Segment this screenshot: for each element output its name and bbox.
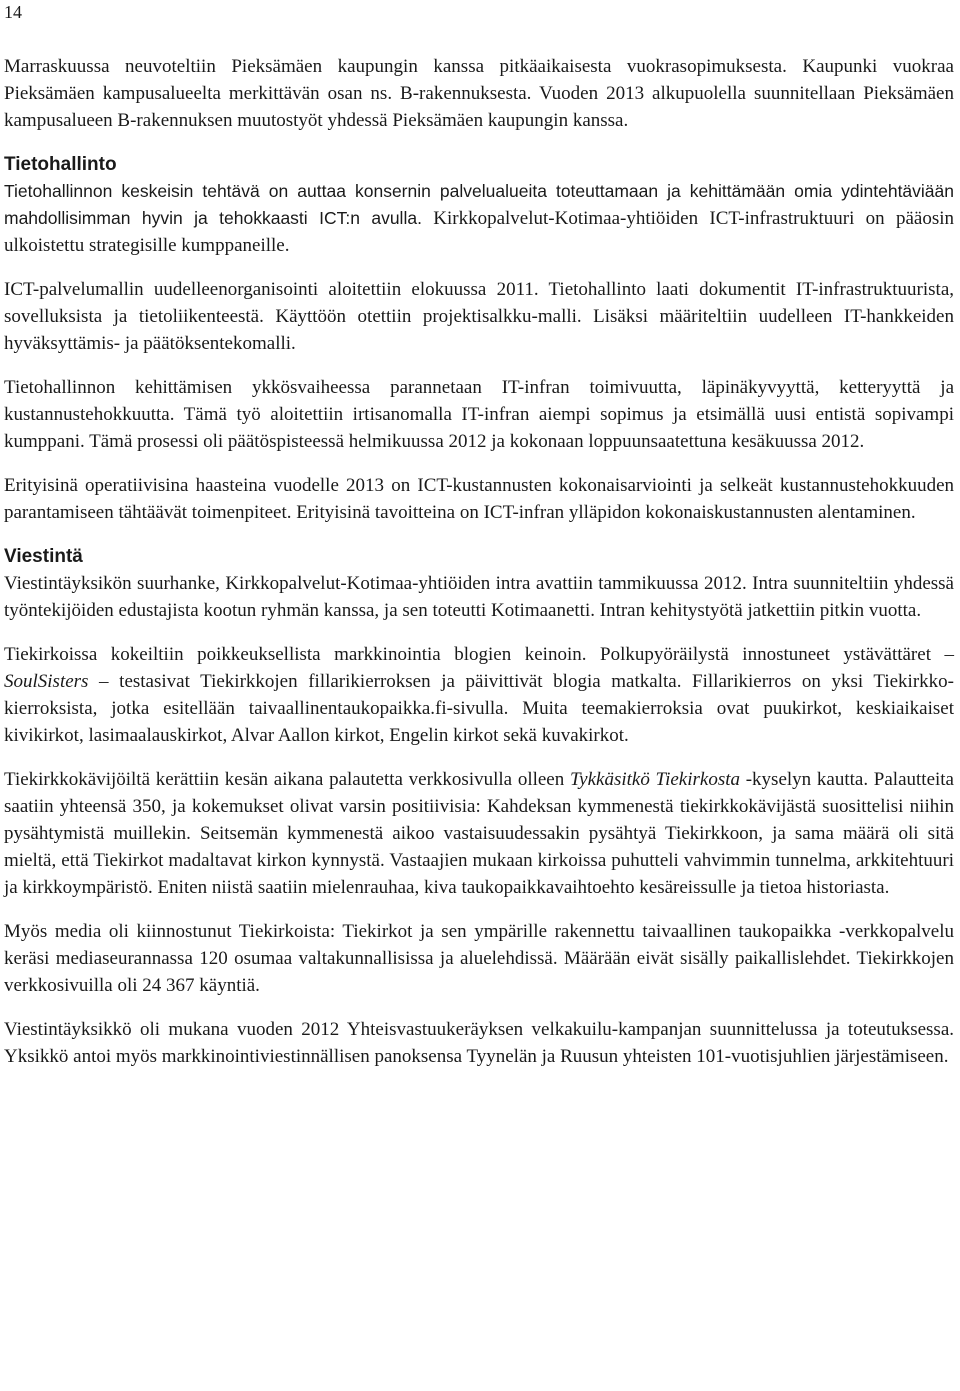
it-paragraph-1-rest: Kirkkopalvelut-Kotimaa-yhtiöiden ICT-infrastruktuuri on pääosin ulkoistettu strategisille kumppaneille. bbox=[4, 208, 955, 256]
section-heading-viestinta: Viestintä bbox=[4, 546, 83, 567]
comms-paragraph-2-a: Tiekirkoissa kokeiltiin poikkeuksellista markkinointia blogien keinoin. Polkupyöräilystä innostuneet ystävättäret – bbox=[4, 644, 954, 665]
comms-paragraph-1: Viestintäyksikön suurhanke, Kirkkopalvelut-Kotimaa-yhtiöiden intra avattiin tammikuussa 2012. Intra suunniteltiin yhdessä työntekijöiden edustajista kootun ryhmän kanssa, ja sen toteutti Kotimaanetti. Intran kehitystyötä jatkettiin pitkin vuotta. bbox=[4, 573, 954, 621]
it-paragraph-4: Erityisinä operatiivisina haasteina vuodelle 2013 on ICT-kustannusten kokonaisarviointi ja selkeät kustannustehokkuuden parantamiseen tähtäävät toimenpiteet. Erityisinä tavoitteina on ICT-infran ylläpidon kokonaiskustannusten alentaminen. bbox=[4, 475, 954, 523]
comms-paragraph-3 bbox=[4, 766, 954, 901]
survey-name: Tykkäsitkö Tiekirkosta bbox=[569, 769, 740, 790]
it-paragraph-3: Tietohallinnon kehittämisen ykkösvaiheessa parannetaan IT-infran toimivuutta, läpinäkyvyyttä, ketteryyttä ja kustannustehokkuutta. Tämä työ aloitettiin irtisanomalla IT-infran aiempi sopimus ja etsimällä uusi entistä sopivampi kumppani. Tämä prosessi oli päätöspisteessä helmikuussa 2012 ja kokonaan loppuunsaatettuna kesäkuussa 2012. bbox=[4, 377, 954, 452]
intro-paragraph: Marraskuussa neuvoteltiin Pieksämäen kaupungin kanssa pitkäaikaisesta vuokrasopimuksesta. Kaupunki vuokraa Pieksämäen kampusalueelta merkittävän osan ns. B-rakennuksesta. Vuoden 2013 alkupuolella suunnitellaan Pieksämäen kampusalueen B-rakennuksen muutostyöt yhdessä Pieksämäen kaupungin kanssa. bbox=[4, 56, 954, 131]
comms-paragraph-3-b: -kyselyn kautta. Palautteita saatiin yhteensä 350, ja kokemukset olivat varsin positiivisia: Kahdeksan kymmenestä tiekirkkokävijästä suosittelisi niihin pysähtymistä muillekin. Seitsemän kymmenestä aikoo vastaisuudessakin pysähtyä Tiekirkkoon, ja sama määrä oli sitä mieltä, että Tiekirkot madaltavat kirkon kynnystä. Vastaajien mukaan kirkoissa puhutteli vahvimmin tunnelma, arkkitehtuuri ja kirkkoympäristö. Eniten niistä saatiin mielenrauhaa, kiva taukopaikkavaihtoehto kesäreissulle ja tietoa historiasta. bbox=[4, 769, 954, 898]
comms-paragraph-2-b: – testasivat Tiekirkkojen fillarikierroksen ja päivittivät blogia matkalta. Fillarikierros on yksi Tiekirkko-kierroksista, jotka esitellään taivaallinentaukopaikka.fi-sivulla. Muita teemakierroksia ovat puukirkot, keskiaikaiset kivikirkot, lasimaalauskirkot, Alvar Aallon kirkot, Engelin kirkot sekä kuvakirkot. bbox=[4, 671, 954, 746]
it-paragraph-1 bbox=[4, 178, 954, 259]
it-paragraph-1-sans: Tietohallinnon keskeisin tehtävä on auttaa konsernin palvelualueita toteuttamaan ja kehittämään omia ydintehtäviään mahdollisimman hyvin ja tehokkaasti ICT:n avulla. bbox=[4, 181, 954, 228]
section-heading-tietohallinto: Tietohallinto bbox=[4, 154, 117, 175]
comms-paragraph-4: Myös media oli kiinnostunut Tiekirkoista: Tiekirkot ja sen ympärille rakennettu taivaallinen taukopaikka -verkkopalvelu keräsi mediaseurannassa 120 osumaa valtakunnallisissa ja aluelehdissä. Määrään eivät sisälly paikallislehdet. Tiekirkkojen verkkosivuilla oli 24 367 käyntiä. bbox=[4, 921, 954, 996]
comms-paragraph-2 bbox=[4, 641, 954, 749]
page-number: 14 bbox=[4, 2, 22, 22]
it-paragraph-2: ICT-palvelumallin uudelleenorganisointi aloitettiin elokuussa 2011. Tietohallinto laati dokumentit IT-infrastruktuurista, sovelluksista ja tietoliikenteestä. Käyttöön otettiin projektisalkku-malli. Lisäksi määriteltiin uudelleen IT-hankkeiden hyväksyttämis- ja päätöksentekomalli. bbox=[4, 279, 954, 354]
comms-paragraph-5: Viestintäyksikkö oli mukana vuoden 2012 Yhteisvastuukeräyksen velkakuilu-kampanjan suunnittelussa ja toteutuksessa. Yksikkö antoi myös markkinointiviestinnällisen panoksensa Tyynelän ja Ruusun yhteisten 101-vuotisjuhlien järjestämiseen. bbox=[4, 1019, 954, 1067]
soulsisters-name: SoulSisters bbox=[4, 671, 89, 692]
document-body bbox=[4, 53, 954, 1070]
comms-paragraph-3-a: Tiekirkkokävijöiltä kerättiin kesän aikana palautetta verkkosivulla olleen bbox=[4, 769, 570, 790]
